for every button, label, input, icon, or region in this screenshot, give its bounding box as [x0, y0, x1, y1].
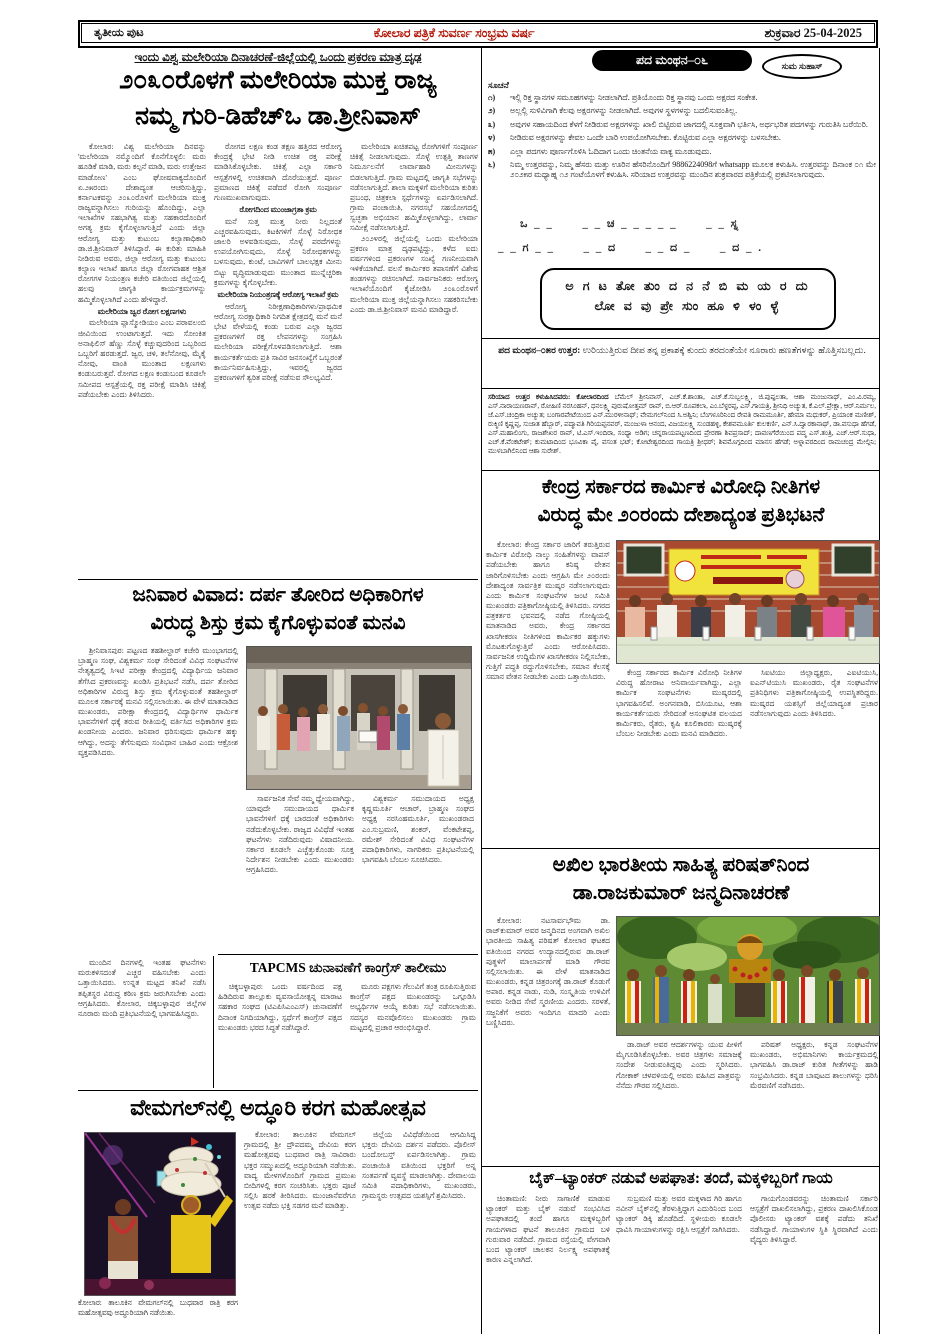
center-column-rule [481, 48, 482, 1334]
article-divider [78, 1090, 478, 1091]
press-meet-illustration [617, 541, 879, 663]
body-paragraph: ಮುಂದಿನ ದಿನಗಳಲ್ಲಿ ಇಂತಹ ಘಟನೆಗಳು ಮರುಕಳಿಸದಂತೆ ಎಚ್ಚರ ವಹಿಸಬೇಕು ಎಂದು ಒತ್ತಾಯಿಸಿದರು. ಉನ್ನತ ಮಟ್ಟದ ತನಿಖೆ ನಡೆಸಿ ತಪ್ಪಿತಸ್ಥರ ವಿರುದ್ಧ ಕಠಿಣ ಕ್ರಮ ಜರುಗಿಸಬೇಕು ಎಂದು ಆಗ್ರಹಿಸಿದರು. ಕೋಲಾರ, ಚಿಕ್ಕಬಳ್ಳಾಪುರ ಜಿಲ್ಲೆಗಳ ನೂರಾರು ಮಂದಿ ಪ್ರತಿಭಟನೆಯಲ್ಲಿ ಭಾಗವಹಿಸಿದ್ದರು. [78, 958, 206, 1018]
rajkumar-column-3 [750, 1040, 878, 1164]
janivaara-column-2 [246, 794, 354, 952]
malaria-column-2 [214, 142, 342, 576]
article-divider [482, 848, 879, 849]
body-paragraph: ಪರಿಷತ್ ಅಧ್ಯಕ್ಷರು, ಕನ್ನಡ ಸಂಘಟನೆಗಳ ಮುಖಂಡರು, ಅಭಿಮಾನಿಗಳು ಕಾರ್ಯಕ್ರಮದಲ್ಲಿ ಭಾಗವಹಿಸಿ ಡಾ.ರಾಜ್ ಕುರಿತ ಗೀತೆಗಳನ್ನು ಹಾಡಿ ಸಂಭ್ರಮಿಸಿದರು. ಕನ್ನಡ ಬಾವುಟದ ಶಾಲುಗಳನ್ನು ಧರಿಸಿ ಮೆರವಣಿಗೆ ನಡೆಸಿದರು. [750, 1040, 878, 1090]
body-paragraph: ಕೋಲಾರ: ನಟಸಾರ್ವಭೌಮ ಡಾ. ರಾಜ್‌ಕುಮಾರ್ ಅವರ ಜನ್ಮದಿನದ ಅಂಗವಾಗಿ ಅಖಿಲ ಭಾರತೀಯ ಸಾಹಿತ್ಯ ಪರಿಷತ್ ಕೋಲಾರ ಘಟಕದ ವತಿಯಿಂದ ನಗರದ ಉದ್ಯಾನದಲ್ಲಿರುವ ಡಾ.ರಾಜ್ ಪುತ್ಥಳಿಗೆ ಮಾಲಾರ್ಪಣೆ ಮಾಡಿ ಗೌರವ ಸಲ್ಲಿಸಲಾಯಿತು. ಈ ವೇಳೆ ಮಾತನಾಡಿದ ಮುಖಂಡರು, ಕನ್ನಡ ಚಿತ್ರರಂಗಕ್ಕೆ ಡಾ.ರಾಜ್ ಕೊಡುಗೆ ಅಪಾರ. ಕನ್ನಡ ನಾಡು, ನುಡಿ, ಸಂಸ್ಕೃತಿಯ ಉಳಿವಿಗೆ ಅವರು ನೀಡಿದ ಸೇವೆ ಸ್ಮರಣೀಯ ಎಂದರು. ಸರಳತೆ, ಸಜ್ಜನಿಕೆಗೆ ಅವರು ಇಂದಿಗೂ ಮಾದರಿ ಎಂದು ಬಣ್ಣಿಸಿದರು. [486, 916, 610, 1027]
body-paragraph: ಕೋಲಾರ: ತಾಲೂಕಿನ ವೇಮಗಲ್ ಗ್ರಾಮದಲ್ಲಿ ಶ್ರೀ ದ್ರೌಪದಮ್ಮ ದೇವಿಯ ಕರಗ ಮಹೋತ್ಸವವು ಬುಧವಾರ ರಾತ್ರಿ ಸಾವಿರಾರು ಭಕ್ತರ ಸಮ್ಮುಖದಲ್ಲಿ ಅದ್ಧೂರಿಯಾಗಿ ನಡೆಯಿತು. ವಾದ್ಯ ಮೇಳಗಳೊಂದಿಗೆ ಗ್ರಾಮದ ಪ್ರಮುಖ ಬೀದಿಗಳಲ್ಲಿ ಕರಗ ಸಂಚರಿಸಿತು. ಭಕ್ತರು ಪೂಜೆ ಸಲ್ಲಿಸಿ ಹರಕೆ ತೀರಿಸಿದರು. ಮುಂಜಾನೆವರೆಗೂ ಉತ್ಸವ ನಡೆದು ಭಕ್ತಿ ಸಡಗರ ಮನೆ ಮಾಡಿತ್ತು. [244, 1130, 356, 1211]
puzzle-section-rule [482, 338, 879, 339]
instruction-text: ನಿಮ್ಮ ಉತ್ತರವನ್ನು, ನಿಮ್ಮ ಹೆಸರು ಮತ್ತು ಊರಿನ ಹೆಸರಿನೊಂದಿಗೆ 9886224098ಗೆ whatsapp ಮೂಲಕ ಕಳುಹಿಸಿ. ಉತ್ತರವನ್ನು ದಿನಾಂಕ ೦೧ ಮೇ ೨೦೨೫ರ ಮಧ್ಯಾಹ್ನ ೧೨ ಗಂಟೆಯೊಳಗೆ ಕಳುಹಿಸಿ. ಸರಿಯಾದ ಉತ್ತರವನ್ನು ಮುಂದಿನ ಶುಕ್ರವಾರದ ಪತ್ರಿಕೆಯಲ್ಲಿ ಪ್ರಕಟಿಸಲಾಗುವುದು. [510, 159, 876, 180]
protest-column-1 [486, 540, 610, 846]
page-label: ತೃತೀಯ ಪುಟ [94, 26, 144, 39]
puzzle-blanks-row2: _ _ ಗ _ _ _ _ ದ _ _ ದ _ _ ದ _ . [498, 242, 764, 254]
body-paragraph: ಡಾ.ರಾಜ್ ಅವರ ಆದರ್ಶಗಳನ್ನು ಯುವ ಪೀಳಿಗೆ ಮೈಗೂಡಿಸಿಕೊಳ್ಳಬೇಕು. ಅವರ ಚಿತ್ರಗಳು ಸಮಾಜಕ್ಕೆ ಸಂದೇಶ ನೀಡುವಂತಿದ್ದವು ಎಂದು ಸ್ಮರಿಸಿದರು. ಗೋಕಾಕ್ ಚಳವಳಿಯಲ್ಲಿ ಅವರು ವಹಿಸಿದ ಪಾತ್ರವನ್ನು ನೆನೆದು ಗೌರವ ಸಲ್ಲಿಸಿದರು. [616, 1040, 742, 1090]
puzzle-instruction-item [488, 133, 876, 143]
body-paragraph: ಶ್ರೀನಿವಾಸಪುರ: ಪಟ್ಟಣದ ತಹಶೀಲ್ದಾರ್ ಕಚೇರಿ ಮುಂಭಾಗದಲ್ಲಿ ಬ್ರಾಹ್ಮಣ ಸಂಘ, ವಿಶ್ವಕರ್ಮ ಸಂಘ ಸೇರಿದಂತೆ ವಿವಿಧ ಸಂಘಟನೆಗಳ ನೇತೃತ್ವದಲ್ಲಿ ಸಿಇಟಿ ಪರೀಕ್ಷಾ ಕೇಂದ್ರದಲ್ಲಿ ವಿದ್ಯಾರ್ಥಿಯ ಜನಿವಾರ ತೆಗೆಸಿದ ಪ್ರಕರಣವನ್ನು ಖಂಡಿಸಿ ಪ್ರತಿಭಟನೆ ನಡೆಸಿ, ದರ್ಪ ತೋರಿದ ಅಧಿಕಾರಿಗಳ ವಿರುದ್ಧ ಶಿಸ್ತು ಕ್ರಮ ಕೈಗೊಳ್ಳುವಂತೆ ತಹಶೀಲ್ದಾರ್ ಮೂಲಕ ಸರ್ಕಾರಕ್ಕೆ ಮನವಿ ಸಲ್ಲಿಸಲಾಯಿತು. ಈ ವೇಳೆ ಮಾತನಾಡಿದ ಮುಖಂಡರು, ಪರೀಕ್ಷಾ ಕೇಂದ್ರದಲ್ಲಿ ವಿದ್ಯಾರ್ಥಿಗಳ ಧಾರ್ಮಿಕ ಭಾವನೆಗಳಿಗೆ ಧಕ್ಕೆ ತರುವ ರೀತಿಯಲ್ಲಿ ವರ್ತಿಸಿದ ಅಧಿಕಾರಿಗಳ ಕ್ರಮ ಖಂಡನೀಯ ಎಂದರು. ಜನಿವಾರ ಧರಿಸುವುದು ಧಾರ್ಮಿಕ ಹಕ್ಕು ಆಗಿದ್ದು, ಅದನ್ನು ತೆಗೆಸುವುದು ಸಂವಿಧಾನ ಬಾಹಿರ ಎಂದು ಆಕ್ರೋಶ ವ್ಯಕ್ತಪಡಿಸಿದರು. [78, 646, 238, 757]
rajkumar-tribute-photo [616, 916, 880, 1036]
instruction-text: ಅಲ್ಲಲ್ಲಿ ಸುಳಿವಿಗಾಗಿ ಕೆಲವು ಅಕ್ಷರಗಳನ್ನು ನೀಡಲಾಗಿದೆ. ಅವುಗಳ ಸ್ಥಳಗಳನ್ನು ಬದಲಿಸುವಂತಿಲ್ಲ. [510, 106, 738, 116]
body-paragraph: ಸಾರ್ವಜನಿಕ ಸೇವೆ ನಮ್ಮ ಧ್ಯೇಯವಾಗಿದ್ದು, ಯಾವುದೇ ಸಮುದಾಯದ ಧಾರ್ಮಿಕ ಭಾವನೆಗಳಿಗೆ ಧಕ್ಕೆ ಬಾರದಂತೆ ಅಧಿಕಾರಿಗಳು ನಡೆದುಕೊಳ್ಳಬೇಕು. ರಾಜ್ಯದ ವಿವಿಧೆಡೆ ಇಂತಹ ಘಟನೆಗಳು ನಡೆದಿರುವುದು ವಿಷಾದನೀಯ. ಸರ್ಕಾರ ಕೂಡಲೇ ಎಚ್ಚೆತ್ತುಕೊಂಡು ಸೂಕ್ತ ನಿರ್ದೇಶನ ನೀಡಬೇಕು ಎಂದು ಮುಖಂಡರು ಆಗ್ರಹಿಸಿದರು. [246, 794, 354, 875]
janivaara-headline-line2: ವಿರುದ್ಧ ಶಿಸ್ತು ಕ್ರಮ ಕೈಗೊಳ್ಳುವಂತೆ ಮನವಿ [150, 612, 406, 634]
masthead-title: ಕೋಲಾರ ಪತ್ರಿಕೆ ಸುವರ್ಣ ಸಂಭ್ರಮ ವರ್ಷ [373, 25, 535, 40]
body-paragraph: ಚಿಕ್ಕಬಳ್ಳಾಪುರ: ಒಂದು ವರ್ಷದಿಂದ ಪಕ್ಷ ಹಿಡಿದಿರುವ ತಾಲ್ಲೂಕು ವ್ಯವಸಾಯೋತ್ಪನ್ನ ಮಾರಾಟ ಸಹಕಾರ ಸಂಘದ (ಟಿಎಪಿಸಿಎಂಎಸ್) ಚುನಾವಣೆಗೆ ದಿನಾಂಕ ನಿಗದಿಯಾಗಿದ್ದು, ಸ್ಪರ್ಧೆಗೆ ಕಾಂಗ್ರೆಸ್ ಪಕ್ಷದ ಮುಖಂಡರು ಭರದ ಸಿದ್ಧತೆ ನಡೆಸಿದ್ದಾರೆ. [218, 982, 342, 1032]
protest-headline-line2: ವಿರುದ್ಧ ಮೇ ೨೦ರಂದು ದೇಶಾದ್ಯಂತ ಪ್ರತಿಭಟನೆ [537, 504, 825, 526]
masthead [78, 20, 878, 48]
karaga-festival-photo [84, 1132, 236, 1296]
karaga-night-illustration [85, 1133, 235, 1295]
body-paragraph: ಕೋಲಾರ: ಕೇಂದ್ರ ಸರ್ಕಾರ ಜಾರಿಗೆ ತರುತ್ತಿರುವ ಕಾರ್ಮಿಕ ವಿರೋಧಿ ನಾಲ್ಕು ಸಂಹಿತೆಗಳನ್ನು ವಾಪಸ್ ಪಡೆಯಬೇಕು ಹಾಗೂ ಕನಿಷ್ಠ ವೇತನ ಜಾರಿಗೊಳಿಸಬೇಕು ಎಂದು ಆಗ್ರಹಿಸಿ ಮೇ ೨೦ರಂದು ದೇಶಾದ್ಯಂತ ಸಾರ್ವತ್ರಿಕ ಮುಷ್ಕರ ನಡೆಸಲಾಗುವುದು ಎಂದು ಕಾರ್ಮಿಕ ಸಂಘಟನೆಗಳ ಜಂಟಿ ಸಮಿತಿ ಮುಖಂಡರು ಪತ್ರಿಕಾಗೋಷ್ಠಿಯಲ್ಲಿ ತಿಳಿಸಿದರು. ನಗರದ ಪತ್ರಕರ್ತರ ಭವನದಲ್ಲಿ ನಡೆದ ಗೋಷ್ಠಿಯಲ್ಲಿ ಮಾತನಾಡಿದ ಅವರು, ಕೇಂದ್ರ ಸರ್ಕಾರದ ಖಾಸಗೀಕರಣ ನೀತಿಗಳಿಂದ ಕಾರ್ಮಿಕರ ಹಕ್ಕುಗಳು ಮೊಟಕುಗೊಳ್ಳುತ್ತಿವೆ ಎಂದು ಆರೋಪಿಸಿದರು. ಸಾರ್ವಜನಿಕ ಉದ್ದಿಮೆಗಳ ಖಾಸಗೀಕರಣ ನಿಲ್ಲಿಸಬೇಕು, ಗುತ್ತಿಗೆ ಪದ್ಧತಿ ರದ್ದುಗೊಳಿಸಬೇಕು, ಸಮಾನ ಕೆಲಸಕ್ಕೆ ಸಮಾನ ವೇತನ ನೀಡಬೇಕು ಎಂದು ಒತ್ತಾಯಿಸಿದರು. [486, 540, 610, 682]
protest-column-2 [616, 668, 742, 846]
statue-tribute-illustration [617, 917, 879, 1035]
karaga-column-1 [244, 1130, 356, 1334]
veranda-crowd-illustration [247, 647, 471, 789]
puzzle-byline-stamp [762, 54, 842, 79]
puzzle-title-badge [592, 50, 752, 71]
tapcms-column-1 [218, 982, 342, 1086]
body-paragraph: ಗಾಯಗೊಂಡವರನ್ನು ಚಿಂತಾಮಣಿ ಸರ್ಕಾರಿ ಆಸ್ಪತ್ರೆಗೆ ದಾಖಲಿಸಲಾಗಿದ್ದು, ಪ್ರಕರಣ ದಾಖಲಿಸಿಕೊಂಡ ಪೊಲೀಸರು ಟ್ಯಾಂಕರ್ ವಶಕ್ಕೆ ಪಡೆದು ತನಿಖೆ ನಡೆಸಿದ್ದಾರೆ. ಗಾಯಾಳುಗಳ ಸ್ಥಿತಿ ಸ್ಥಿರವಾಗಿದೆ ಎಂದು ವೈದ್ಯರು ತಿಳಿಸಿದ್ದಾರೆ. [750, 1194, 878, 1244]
article-divider [482, 470, 879, 471]
letter-bank-row1: ಅ ಗ ಟ ತೋ ತುಂ ದ ನ ನೆ ಬಿ ಮ ಯ ರ ದು [565, 279, 811, 293]
puzzle-instruction-item [488, 106, 876, 116]
body-paragraph: ಮಲೇರಿಯಾ ಪ್ಲಾಸ್ಮೋಡಿಯಂ ಎಂಬ ಪರಾವಲಂಬಿ ಜೀವಿಯಿಂದ ಉಂಟಾಗುತ್ತದೆ. ಇದು ಸೋಂಕಿತ ಅನಾಫಿಲಿಸ್ ಹೆಣ್ಣು ಸೊಳ್ಳೆ ಕಚ್ಚುವುದರಿಂದ ಒಬ್ಬರಿಂದ ಒಬ್ಬರಿಗೆ ಹರಡುತ್ತದೆ. ಜ್ವರ, ಚಳಿ, ತಲೆನೋವು, ಮೈಕೈ ನೋವು, ವಾಂತಿ ಮುಂತಾದ ಲಕ್ಷಣಗಳು ಕಂಡುಬರುತ್ತವೆ. ರೋಗದ ಲಕ್ಷಣ ಕಂಡುಬಂದ ಕೂಡಲೇ ಸಮೀಪದ ಆಸ್ಪತ್ರೆಯಲ್ಲಿ ರಕ್ತ ಪರೀಕ್ಷೆ ಮಾಡಿಸಿ ಚಿಕಿತ್ಸೆ ಪಡೆಯಬೇಕು ಎಂದು ತಿಳಿಸಿದರು. [78, 318, 206, 399]
body-paragraph: ಸಿಐಟಿಯು ಜಿಲ್ಲಾಧ್ಯಕ್ಷರು, ಎಐಟಿಯುಸಿ, ಐಎನ್‌ಟಿಯುಸಿ ಮುಖಂಡರು, ರೈತ ಸಂಘಟನೆಗಳ ಪ್ರತಿನಿಧಿಗಳು ಪತ್ರಿಕಾಗೋಷ್ಠಿಯಲ್ಲಿ ಉಪಸ್ಥಿತರಿದ್ದರು. ಮುಷ್ಕರದ ಯಶಸ್ಸಿಗೆ ಜಿಲ್ಲೆಯಾದ್ಯಂತ ಪ್ರಚಾರ ನಡೆಸಲಾಗುವುದು ಎಂದು ತಿಳಿಸಿದರು. [750, 668, 878, 718]
body-paragraph: ಮೂರು ಪಕ್ಷಗಳು ಗೆಲುವಿಗೆ ತಂತ್ರ ರೂಪಿಸುತ್ತಿರುವ ಕಾಂಗ್ರೆಸ್ ಪಕ್ಷದ ಮುಖಂಡರನ್ನು ಒಗ್ಗೂಡಿಸಿ ಅಭ್ಯರ್ಥಿಗಳ ಆಯ್ಕೆ ಕುರಿತು ಸಭೆ ನಡೆಸಲಾಯಿತು. ಸದಸ್ಯರ ಮನವೊಲಿಸಲು ಮುಖಂಡರು ಗ್ರಾಮ ಮಟ್ಟದಲ್ಲಿ ಪ್ರಚಾರ ಆರಂಭಿಸಿದ್ದಾರೆ. [350, 982, 476, 1032]
malaria-column-3 [350, 142, 478, 576]
accident-headline: ಬೈಕ್–ಟ್ಯಾಂಕರ್ ನಡುವೆ ಅಪಘಾತ: ತಂದೆ, ಮಕ್ಕಳಿಬ್ಬರಿಗೆ ಗಾಯ [529, 1170, 833, 1187]
body-paragraph: ಮಲೇರಿಯಾ ಖಚಿತಪಟ್ಟ ರೋಗಿಗಳಿಗೆ ಸಂಪೂರ್ಣ ಚಿಕಿತ್ಸೆ ನೀಡಲಾಗುವುದು. ಸೊಳ್ಳೆ ಉತ್ಪತ್ತಿ ತಾಣಗಳ ನಿರ್ಮೂಲನೆಗೆ ಲಾರ್ವಾಹಾರಿ ಮೀನುಗಳನ್ನು ಬಿಡಲಾಗುತ್ತಿದೆ. ಗ್ರಾಮ ಮಟ್ಟದಲ್ಲಿ ಜಾಗೃತಿ ಸಭೆಗಳನ್ನು ನಡೆಸಲಾಗುತ್ತಿದೆ. ಶಾಲಾ ಮಕ್ಕಳಿಗೆ ಮಲೇರಿಯಾ ಕುರಿತು ಪ್ರಬಂಧ, ಚಿತ್ರಕಲಾ ಸ್ಪರ್ಧೆಗಳನ್ನು ಏರ್ಪಡಿಸಲಾಗಿದೆ. ಗ್ರಾಮ ಪಂಚಾಯಿತಿ, ನಗರಸಭೆ ಸಹಯೋಗದಲ್ಲಿ ಸ್ವಚ್ಛತಾ ಅಭಿಯಾನ ಹಮ್ಮಿಕೊಳ್ಳಲಾಗಿದ್ದು, ಲಾರ್ವಾ ಸಮೀಕ್ಷೆ ನಡೆಸಲಾಗುತ್ತಿದೆ. [350, 142, 478, 233]
body-paragraph: ರೋಗದ ಲಕ್ಷಣ ಕಂಡ ತಕ್ಷಣ ಹತ್ತಿರದ ಆರೋಗ್ಯ ಕೇಂದ್ರಕ್ಕೆ ಭೇಟಿ ನೀಡಿ ಉಚಿತ ರಕ್ತ ಪರೀಕ್ಷೆ ಮಾಡಿಸಿಕೊಳ್ಳಬೇಕು. ಚಿಕಿತ್ಸೆ ಎಲ್ಲಾ ಸರ್ಕಾರಿ ಆಸ್ಪತ್ರೆಗಳಲ್ಲಿ ಉಚಿತವಾಗಿ ದೊರೆಯುತ್ತದೆ. ಪೂರ್ಣ ಪ್ರಮಾಣದ ಚಿಕಿತ್ಸೆ ಪಡೆದರೆ ರೋಗಿ ಸಂಪೂರ್ಣ ಗುಣಮುಖವಾಗುವುದು. [214, 142, 342, 202]
instruction-number: ೪) [488, 133, 496, 143]
accident-column-2 [616, 1194, 742, 1334]
rajkumar-headline-line1: ಅಖಿಲ ಭಾರತೀಯ ಸಾಹಿತ್ಯ ಪರಿಷತ್‌ನಿಂದ [552, 854, 810, 876]
protest-press-meet-photo [616, 540, 880, 664]
protest-headline-line1: ಕೇಂದ್ರ ಸರ್ಕಾರದ ಕಾರ್ಮಿಕ ವಿರೋಧಿ ನೀತಿಗಳ [541, 476, 821, 498]
janivaara-headline-line1: ಜನಿವಾರ ವಿವಾದ: ದರ್ಪ ತೋರಿದ ಅಧಿಕಾರಿಗಳ [132, 584, 424, 606]
puzzle-winners [488, 394, 876, 466]
puzzle-note-label: ಸೂಚನೆ [488, 80, 509, 90]
puzzle-title: ಪದ ಮಂಥನ–೦೬ [636, 53, 708, 67]
instruction-number: ೨) [488, 106, 496, 116]
instruction-text: ಇಲ್ಲಿ ರಿಕ್ತ ಸ್ಥಾನಗಳ ಸಮೂಹಗಳನ್ನು ನೀಡಲಾಗಿದೆ. ಪ್ರತಿಯೊಂದು ರಿಕ್ತ ಸ್ಥಾನವು ಒಂದು ಅಕ್ಷರದ ಸಂಕೇತ. [510, 93, 758, 102]
instruction-number: ೫) [488, 146, 496, 156]
masthead-date: ಶುಕ್ರವಾರ 25-04-2025 [764, 25, 862, 40]
body-paragraph: ಕೇಂದ್ರ ಸರ್ಕಾರದ ಕಾರ್ಮಿಕ ವಿರೋಧಿ ನೀತಿಗಳ ವಿರುದ್ಧ ಹೋರಾಟ ಅನಿವಾರ್ಯವಾಗಿದ್ದು, ಎಲ್ಲಾ ಕಾರ್ಮಿಕ ಸಂಘಟನೆಗಳು ಮುಷ್ಕರದಲ್ಲಿ ಭಾಗವಹಿಸಲಿವೆ. ಅಂಗನವಾಡಿ, ಬಿಸಿಯೂಟ, ಆಶಾ ಕಾರ್ಯಕರ್ತೆಯರು ಸೇರಿದಂತೆ ಅಸಂಘಟಿತ ವಲಯದ ಕಾರ್ಮಿಕರು, ರೈತರು, ಕೃಷಿ ಕೂಲಿಕಾರರು ಮುಷ್ಕರಕ್ಕೆ ಬೆಂಬಲ ನೀಡಬೇಕು ಎಂದು ಮನವಿ ಮಾಡಿದರು. [616, 668, 742, 739]
puzzle-byline: ಸುಮ ಸುಹಾಸ್ [781, 61, 823, 71]
winners-names: ಬೆಮೆಲ್ ಶ್ರೀನಿವಾಸ್, ಎಚ್.ಕೆ.ಶಾಂತಾ, ಎಚ್.ಕೆ.ಸುಬ್ಬಲಕ್ಷ್ಮಿ, ಜಿ.ಪುಷ್ಪಲತಾ, ಆಶಾ ಮಂಜುನಾಥ್, ಎಂ.ವಿ.ರಮ್ಯ, ಎಸ್.ನಾರಾಯಣರಾವ್, ರೋಹಿಣಿ ನರಸಿಂಹನ್, ಧನಲಕ್ಷ್ಮಿ ಪುರುಷೋತ್ತಮ್ ರಾವ್, ಬಿ.ಆರ್.ರೂಪಕಲಾ, ಎಂ.ಬೆಳ್ಳರಪ್ಪ, ಎಸ್.ಗಾಯತ್ರಿ, ಶ್ರೀನಿಧಿ ಅಚ್ಯುತ, ಕೆ.ಎಲ್.ಪ್ರೇಕ್ಷಾ, ಆರ್.ನಿರ್ಮಲ, ಜೆ.ಎಸ್.ಚಂದ್ರಿಕಾ ಅಚ್ಯುತ; ಬಂಗಾರಪೇಟೆಯಿಂದ ಎನ್.ಮುರಳೀನಾಥ್; ವೇಮಗಲ್‌ನಿಂದ ಸಿ.ಅಶ್ವಿನಿ; ಬೆಂಗಳೂರಿನಿಂದ ರೇವತಿ ರಾಮಮೂರ್ತಿ, ಹೇಮಾ ಮಧುಕರ್, ಪ್ರಿಯಾಂಕ ಮಣೀಶ್, ರುಕ್ಮಿಣಿ ಕೃಷ್ಣಪ್ಪ, ಸುಜಾತ ಹೆಬ್ಬಾರ್, ಪದ್ಮಾವತಿ ಗಿರಿಯಪ್ಪನವರ್, ಮಂಜುಳಾ ಆನಂದ, ವಿಜಯಲಕ್ಷ್ಮಿ ಸುಂಡಹಳ್ಳಿ, ಕೇಶವಮೂರ್ತಿ ಕುಲಕರ್ಣಿ, ಎನ್.ಸಿ.ದ್ವಾರಕಾನಾಥ್, ಡಾ.ವಸುಧಾ ಹೆಗಡೆ, ಎಸ್.ಮಹಾಲಿಂಗು, ರಾಜಶೇಖರ ರಾವ್, ಟಿ.ಎಸ್.ಇಂದಿರಾ, ಸಂಧ್ಯಾ ಅಡಿಗ; ಚನ್ನರಾಯಪಟ್ಟಣದಿಂದ ಪ್ರೇರಣಾ ಶಿವಪ್ರಸಾದ್; ದಾವಣಗೆರೆಯಿಂದ ಪದ್ಮ ಎಸ್.ತಂತ್ರಿ, ಎಚ್.ಆರ್.ಸುಧಾ, ಎಚ್.ಕೆ.ವೆಂಕಟೇಶ್; ಕುಮಟಾದಿಂದ ಭೂವಿಕಾ ಪೈ, ವಸಂತ ಭಟ್; ಕೋಟೇಶ್ವರದಿಂದ ಗಾಯತ್ರಿ ಶ್ರೀಧರ್; ಶಿವಮೊಗ್ಗದಿಂದ ಮಾನಸ ಹೆಗಡೆ; ಅಳ್ನಾವರದಿಂದ ರಾಮಚಂದ್ರ ಮೇಲ್ಗಿನಿ; ಮುಳಬಾಗಿಲಿನಿಂದ ಆಶಾ ಸುರೇಶ್. [488, 394, 876, 455]
caption-text: ಕೋಲಾರ: ತಾಲೂಕಿನ ವೇಮಗಲ್‌ನಲ್ಲಿ ಬುಧವಾರ ರಾತ್ರಿ ಕರಗ ಮಹೋತ್ಸವವು ಅದ್ಧೂರಿಯಾಗಿ ನಡೆಯಿತು. [78, 1298, 238, 1317]
instruction-text: ಎಲ್ಲಾ ಪದಗಳು ಪೂರ್ಣಗೊಳಿಸಿ ಓದಿದಾಗ ಒಂದು ಚಿಂತನೆಯ ವಾಕ್ಯ ಮೂಡುವುದು. [510, 146, 712, 156]
puzzle-letter-bank [540, 268, 836, 330]
instruction-text: ಅವುಗಳ ಸಹಾಯದಿಂದ ಕೆಳಗೆ ನೀಡಿರುವ ಅಕ್ಷರಗಳನ್ನು ಖಾಲಿ ಬಿಟ್ಟಿರುವ ಜಾಗದಲ್ಲಿ ಸೂಕ್ತವಾಗಿ ಭರ್ತಿಸಿ, ಅರ್ಥಭರಿತ ಪದಗಳನ್ನು ಗುರುತಿಸಿ ಬರೆಯಿರಿ. [510, 119, 868, 129]
tapcms-headline: TAPCMS ಚುನಾವಣೆಗೆ ಕಾಂಗ್ರೆಸ್ ತಾಲೀಮು [249, 960, 447, 975]
winners-label: ಸರಿಯಾದ ಉತ್ತರ ಕಳುಹಿಸಿದವರು: ಕೋಲಾರದಿಂದ [488, 394, 609, 401]
puzzle-blanks-row1: ಒ _ _ _ _ ಚ _ _ _ _ _ _ _ ಸ್ನ [520, 218, 740, 230]
instruction-number: ೩) [488, 119, 496, 129]
puzzle-instruction-item [488, 120, 876, 130]
body-paragraph: ಚಿಂತಾಮಣಿ: ನೀರು ಸಾಗಾಣಿಕೆ ಮಾಡುವ ಟ್ಯಾಂಕರ್ ಮತ್ತು ಬೈಕ್ ನಡುವೆ ಸಂಭವಿಸಿದ ಅಪಘಾತದಲ್ಲಿ ತಂದೆ ಹಾಗೂ ಮಕ್ಕಳಿಬ್ಬರಿಗೆ ಗಾಯಗಳಾದ ಘಟನೆ ತಾಲೂಕಿನ ಗ್ರಾಮದ ಬಳಿ ಗುರುವಾರ ನಡೆದಿದೆ. ಗ್ರಾಮದ ರಸ್ತೆಯಲ್ಲಿ ವೇಗವಾಗಿ ಬಂದ ಟ್ಯಾಂಕರ್ ಚಾಲಕನ ನಿರ್ಲಕ್ಷ್ಯ ಅಪಘಾತಕ್ಕೆ ಕಾರಣ ಎನ್ನಲಾಗಿದೆ. [486, 1194, 610, 1265]
rajkumar-column-2 [616, 1040, 742, 1164]
instruction-text: ನೀಡಿರುವ ಅಕ್ಷರಗಳನ್ನು ಕೇವಲ ಒಂದೇ ಬಾರಿ ಉಪಯೋಗಿಸಬೇಕು. ಕೊಟ್ಟಿರುವ ಎಲ್ಲಾ ಅಕ್ಷರಗಳನ್ನು ಬಳಸಬೇಕು. [510, 133, 781, 143]
previous-answer [490, 344, 874, 358]
right-edge-rule [879, 48, 880, 1334]
puzzle-section-rule [482, 388, 879, 389]
puzzle-instruction-item [488, 160, 876, 181]
instruction-number: ೧) [488, 93, 496, 102]
body-paragraph: ಮನೆ ಸುತ್ತ ಮುತ್ತ ನೀರು ನಿಲ್ಲದಂತೆ ಎಚ್ಚರವಹಿಸುವುದು, ಕಿಟಕಿಗಳಿಗೆ ಸೊಳ್ಳೆ ನಿರೋಧಕ ಜಾಲರಿ ಅಳವಡಿಸುವುದು, ಸೊಳ್ಳೆ ಪರದೆಗಳನ್ನು ಉಪಯೋಗಿಸುವುದು, ಸೊಳ್ಳೆ ನಿರೋಧಕಗಳನ್ನು ಬಳಸುವುದು, ಕುಂಟೆ, ಬಾವಿಗಳಿಗೆ ಬಾಲಭಕ್ಷಕ ಮೀನು ಬಿಟ್ಟು ವೃದ್ಧಿಮಾಡುವುದು ಮುಂತಾದ ಮುನ್ನೆಚ್ಚರಿಕಾ ಕ್ರಮಗಳನ್ನು ಕೈಗೊಳ್ಳಬೇಕು. [214, 216, 342, 287]
malaria-subhead-precaution: ರೋಗದಿಂದ ಮುಂಜಾಗ್ರತಾ ಕ್ರಮ [239, 205, 317, 215]
body-paragraph: ೨೦೨೪ರಲ್ಲಿ ಜಿಲ್ಲೆಯಲ್ಲಿ ಒಂದು ಮಲೇರಿಯಾ ಪ್ರಕರಣ ಮಾತ್ರ ದೃಢಪಟ್ಟಿದ್ದು, ಕಳೆದ ಐದು ವರ್ಷಗಳಿಂದ ಪ್ರಕರಣಗಳ ಸಂಖ್ಯೆ ಗಣನೀಯವಾಗಿ ಇಳಿಕೆಯಾಗಿದೆ. ವಲಸೆ ಕಾರ್ಮಿಕರ ತಪಾಸಣೆಗೆ ವಿಶೇಷ ತಂಡಗಳನ್ನು ರಚಿಸಲಾಗಿದೆ. ಸಾರ್ವಜನಿಕರು ಆರೋಗ್ಯ ಇಲಾಖೆಯೊಂದಿಗೆ ಕೈಜೋಡಿಸಿ ೨೦೩೦ರೊಳಗೆ ಮಲೇರಿಯಾ ಮುಕ್ತ ಜಿಲ್ಲೆಯನ್ನಾಗಿಸಲು ಸಹಕರಿಸಬೇಕು ಎಂದು ಡಾ.ಜಿ.ಶ್ರೀನಿವಾಸ್ ಮನವಿ ಮಾಡಿದ್ದಾರೆ. [350, 233, 478, 314]
accident-column-3 [750, 1194, 878, 1334]
malaria-column-1 [78, 142, 206, 576]
janivaara-column-1 [78, 646, 238, 952]
tapcms-column-2 [350, 982, 476, 1086]
tapcms-top-rule [218, 954, 478, 955]
karaga-headline: ವೇಮಗಲ್‌ನಲ್ಲಿ ಅದ್ಧೂರಿ ಕರಗ ಮಹೋತ್ಸವ [130, 1095, 426, 1120]
rajkumar-column-1 [486, 916, 610, 1164]
accident-column-1 [486, 1194, 610, 1334]
previous-answer-label: ಪದ ಮಂಥನ–೦೫ರ ಉತ್ತರ: [498, 345, 581, 355]
body-paragraph: ಜಿಲ್ಲೆಯ ವಿವಿಧೆಡೆಯಿಂದ ಆಗಮಿಸಿದ್ದ ಭಕ್ತರು ದೇವಿಯ ದರ್ಶನ ಪಡೆದರು. ಪೊಲೀಸ್ ಬಂದೋಬಸ್ತ್ ಏರ್ಪಡಿಸಲಾಗಿತ್ತು. ಗ್ರಾಮ ಪಂಚಾಯಿತಿ ವತಿಯಿಂದ ಭಕ್ತರಿಗೆ ಅನ್ನ ಸಂತರ್ಪಣೆ ವ್ಯವಸ್ಥೆ ಮಾಡಲಾಗಿತ್ತು. ದೇವಾಲಯ ಸಮಿತಿ ಪದಾಧಿಕಾರಿಗಳು, ಮುಖಂಡರು, ಗ್ರಾಮಸ್ಥರು ಉತ್ಸವದ ಯಶಸ್ಸಿಗೆ ಶ್ರಮಿಸಿದರು. [362, 1130, 476, 1201]
instruction-number: ೬) [488, 159, 496, 169]
letter-bank-row2: ಲೋ ವ ವು ಪ್ರೇ ಸುಂ ಹೂ ಳಿ ಳಂ ಳ್ಳೆ [594, 299, 782, 313]
malaria-headline-line2: ನಮ್ಮ ಗುರಿ-ಡಿಹೆಚ್ಒ ಡಾ.ಶ್ರೀನಿವಾಸ್ [135, 103, 421, 130]
puzzle-instructions [488, 93, 876, 184]
janivaara-column-3 [362, 794, 474, 952]
puzzle-instruction-item [488, 93, 876, 103]
karaga-photo-caption [78, 1298, 238, 1334]
puzzle-instruction-item [488, 147, 876, 157]
body-paragraph: ವಿಶ್ವಕರ್ಮ ಸಮುದಾಯದ ಅಧ್ಯಕ್ಷ ಕೃಷ್ಣಮೂರ್ತಿ ಆಚಾರ್, ಬ್ರಾಹ್ಮಣ ಸಂಘದ ಅಧ್ಯಕ್ಷ ನರಸಿಂಹಮೂರ್ತಿ, ಮುಖಂಡರಾದ ಎಂ.ಸುಬ್ರಮಣಿ, ಶಂಕರ್, ವೆಂಕಟೇಶಪ್ಪ, ರಮೇಶ್ ಸೇರಿದಂತೆ ವಿವಿಧ ಸಂಘಟನೆಗಳ ಪದಾಧಿಕಾರಿಗಳು, ನಾಗರಿಕರು ಪ್ರತಿಭಟನೆಯಲ್ಲಿ ಭಾಗವಹಿಸಿ ಬೆಂಬಲ ಸೂಚಿಸಿದರು. [362, 794, 474, 865]
previous-answer-text: ಉರಿಯುತ್ತಿರುವ ದೀಪ ತನ್ನ ಪ್ರಕಾಶಕ್ಕೆ ಕುಂದು ತರದಂತೆಯೇ ನೂರಾರು ಹಣತೆಗಳನ್ನು ಹೊತ್ತಿಸಬಲ್ಲದು. [582, 345, 866, 355]
rajkumar-headline-line2: ಡಾ.ರಾಜಕುಮಾರ್ ಜನ್ಮದಿನಾಚರಣೆ [572, 882, 790, 904]
janivaara-protest-photo [246, 646, 472, 790]
malaria-subhead-dept-action: ಮಲೇರಿಯಾ ನಿಯಂತ್ರಣಕ್ಕೆ ಆರೋಗ್ಯ ಇಲಾಖೆ ಕ್ರಮ [217, 289, 339, 299]
protest-column-3 [750, 668, 878, 846]
janivaara-column-1-continued [78, 958, 206, 1086]
body-paragraph: ಸುಬ್ರಮಣಿ ಮತ್ತು ಅವರ ಮಕ್ಕಳಾದ ಗಿರಿ ಹಾಗೂ ನವೀನ್ ಬೈಕ್‌ನಲ್ಲಿ ತೆರಳುತ್ತಿದ್ದಾಗ ಎದುರಿನಿಂದ ಬಂದ ಟ್ಯಾಂಕರ್ ಡಿಕ್ಕಿ ಹೊಡೆದಿದೆ. ಸ್ಥಳೀಯರು ಕೂಡಲೇ ಧಾವಿಸಿ ಗಾಯಾಳುಗಳನ್ನು ರಕ್ಷಿಸಿ ಆಸ್ಪತ್ರೆಗೆ ಸಾಗಿಸಿದರು. [616, 1194, 742, 1234]
karaga-column-2 [362, 1130, 476, 1334]
malaria-subhead-symptoms: ಮಲೇರಿಯಾ ಜ್ವರ ರೋಗ ಲಕ್ಷಣಗಳು [97, 306, 187, 316]
body-paragraph: ಕೋಲಾರ: ವಿಶ್ವ ಮಲೇರಿಯಾ ದಿನವನ್ನು 'ಮಲೇರಿಯಾ ನಮ್ಮೊಂದಿಗೆ ಕೊನೆಗೊಳ್ಳಲಿ: ಮರು ಹೂಡಿಕೆ ಮಾಡಿ, ಮರು ಕಲ್ಪನೆ ಮಾಡಿ, ಮರು ಉತ್ತೇಜನ ಮಾಡೋಣ' ಎಂಬ ಘೋಷವಾಕ್ಯದೊಂದಿಗೆ ಏ.೨೫ರಂದು ದೇಶಾದ್ಯಂತ ಆಚರಿಸುತ್ತಿದ್ದು, ಕರ್ನಾಟಕವನ್ನು ೨೦೩೦ರೊಳಗೆ ಮಲೇರಿಯಾ ಮುಕ್ತ ರಾಜ್ಯವನ್ನಾಗಿಸಲು ಗುರಿಯನ್ನು ಹೊಂದಿದ್ದು, ಎಲ್ಲಾ ಇಲಾಖೆಗಳ ಸಹಭಾಗಿತ್ವ ಮತ್ತು ಸಹಕಾರದೊಂದಿಗೆ ಅಗತ್ಯ ಕ್ರಮ ಕೈಗೊಳ್ಳಲಾಗುತ್ತಿದೆ ಎಂದು ಜಿಲ್ಲಾ ಆರೋಗ್ಯ ಮತ್ತು ಕುಟುಂಬ ಕಲ್ಯಾಣಾಧಿಕಾರಿ ಡಾ.ಜಿ.ಶ್ರೀನಿವಾಸ್ ತಿಳಿಸಿದ್ದಾರೆ. ಈ ಕುರಿತು ಮಾಹಿತಿ ನೀಡಿರುವ ಅವರು, ಜಿಲ್ಲಾ ಆರೋಗ್ಯ ಮತ್ತು ಕುಟುಂಬ ಕಲ್ಯಾಣ ಇಲಾಖೆ ಹಾಗೂ ಜಿಲ್ಲಾ ರೋಗವಾಹಕ ಆಶ್ರಿತ ರೋಗಗಳ ನಿಯಂತ್ರಣ ಕಚೇರಿ ವತಿಯಿಂದ ಜಿಲ್ಲೆಯಲ್ಲಿ ಹಲವು ಜಾಗೃತಿ ಕಾರ್ಯಕ್ರಮಗಳನ್ನು ಹಮ್ಮಿಕೊಳ್ಳಲಾಗಿದೆ ಎಂದು ಹೇಳಿದ್ದಾರೆ. [78, 142, 206, 304]
article-divider [78, 579, 478, 580]
malaria-kicker: ಇಂದು ವಿಶ್ವ ಮಲೇರಿಯಾ ದಿನಾಚರಣೆ-ಜಿಲ್ಲೆಯಲ್ಲಿ ಒಂದು ಪ್ರಕರಣ ಮಾತ್ರ ದೃಢ [134, 50, 422, 64]
body-paragraph: ಆರೋಗ್ಯ ನಿರೀಕ್ಷಣಾಧಿಕಾರಿಗಳು/ಪ್ರಾಥಮಿಕ ಆರೋಗ್ಯ ಸುರಕ್ಷಾಧಿಕಾರಿ ನಿಗದಿತ ಕ್ಷೇತ್ರದಲ್ಲಿ ಮನೆ ಮನೆ ಭೇಟಿ ವೇಳೆಯಲ್ಲಿ ಕಂಡು ಬರುವ ಎಲ್ಲಾ ಜ್ವರದ ಪ್ರಕರಣಗಳಿಗೆ ರಕ್ತ ಲೇಪನಗಳನ್ನು ಸಂಗ್ರಹಿಸಿ ಮಲೇರಿಯಾ ಪರೀಕ್ಷೆಗೊಳಪಡಿಸಲಾಗುತ್ತಿದೆ. ಆಶಾ ಕಾರ್ಯಕರ್ತೆಯರು ಪ್ರತಿ ಸಾವಿರ ಜನಸಂಖ್ಯೆಗೆ ಒಬ್ಬರಂತೆ ಕಾರ್ಯನಿರ್ವಹಿಸುತ್ತಿದ್ದು, ಇವರಲ್ಲಿ ಜ್ವರದ ಪ್ರಕರಣಗಳಿಗೆ ತ್ವರಿತ ಪರೀಕ್ಷೆ ನಡೆಸುವ ಸೌಲಭ್ಯವಿದೆ. [214, 301, 342, 382]
article-divider [482, 1166, 879, 1167]
tapcms-left-rule [213, 956, 214, 1088]
malaria-headline-line1: ೨೦೩೦ರೊಳಗೆ ಮಲೇರಿಯಾ ಮುಕ್ತ ರಾಜ್ಯ [119, 67, 437, 94]
